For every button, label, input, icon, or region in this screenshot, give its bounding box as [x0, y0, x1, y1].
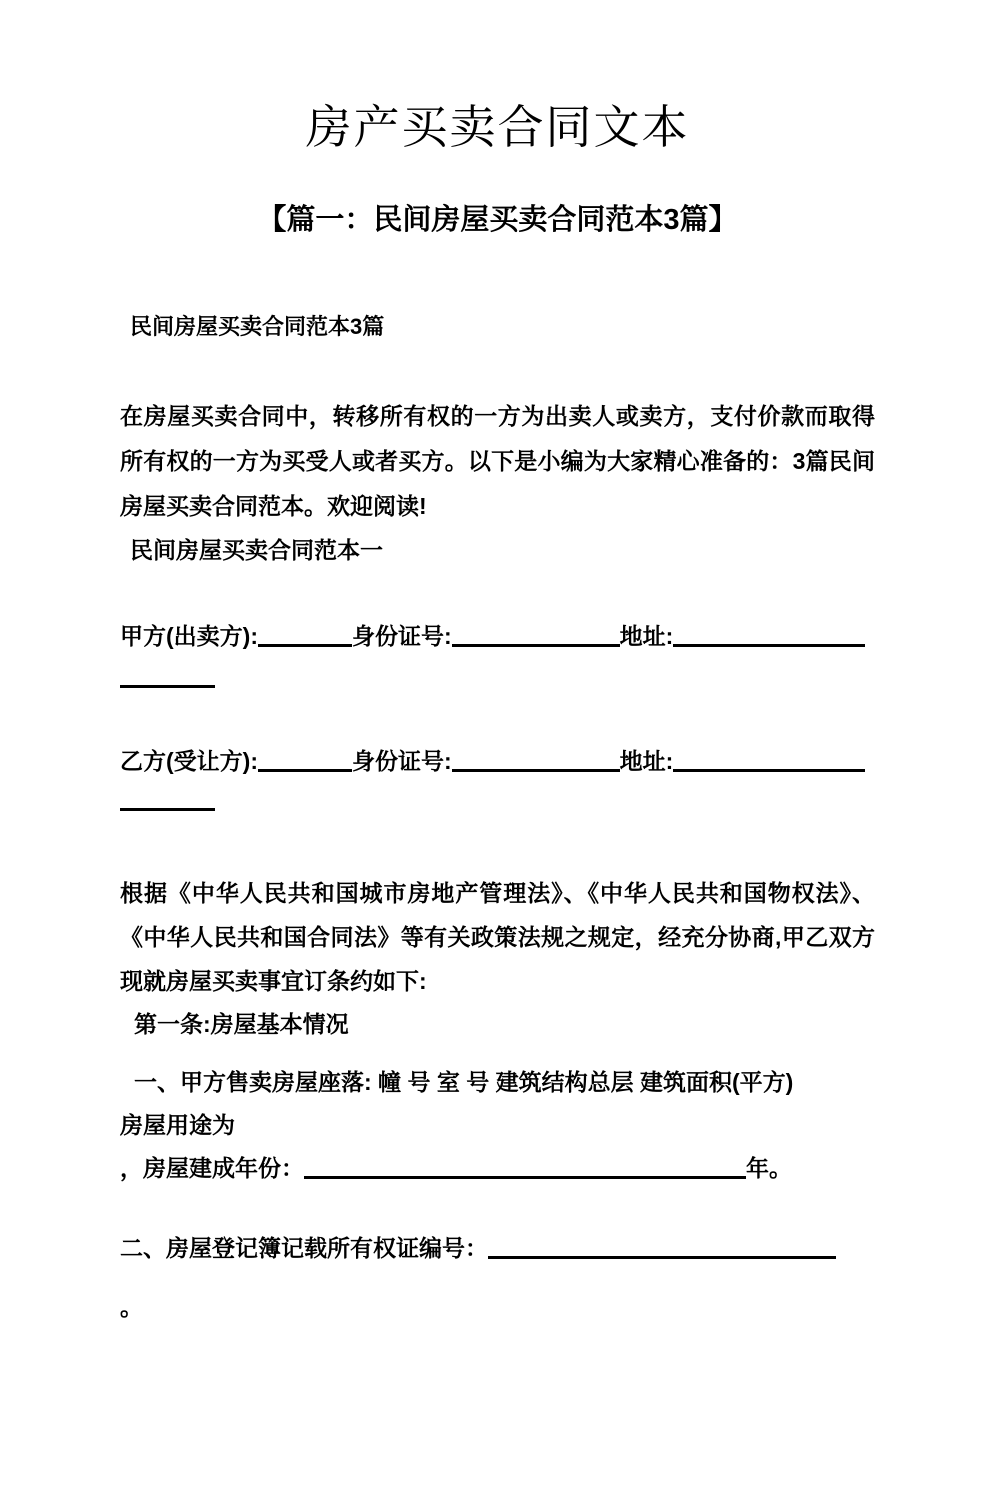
legal-basis-paragraph: 根据《中华人民共和国城市房地产管理法》、《中华人民共和国物权法》、《中华人民共和国合同法》等有关政策法规之规定，经充分协商,甲乙双方现就房屋买卖事宜订条约如下:: [120, 880, 875, 994]
clause-2-trailing-period: 。: [120, 1294, 143, 1320]
party-a-name-blank: [258, 622, 352, 647]
party-a-address-blank: [673, 622, 865, 647]
contract-document-page: [0, 98, 993, 1502]
party-a-address-blank-continuation: [120, 685, 215, 688]
party-b-id-label: 身份证号:: [351, 748, 452, 774]
intro-paragraph: 在房屋买卖合同中，转移所有权的一方为出卖人或卖方，支付价款而取得所有权的一方为买受人或者买方。以下是小编为大家精心准备的：3篇民间房屋买卖合同范本。欢迎阅读!: [120, 403, 875, 519]
article-1-heading: 第一条:房屋基本情况: [134, 1011, 349, 1037]
heading-sample-list: 民间房屋买卖合同范本3篇: [130, 314, 385, 339]
heading-sample-one: 民间房屋买卖合同范本一: [130, 537, 383, 563]
built-year-prefix: ，房屋建成年份：: [120, 1155, 304, 1181]
party-b-label: 乙方(受让方):: [120, 748, 258, 774]
section-subtitle: 【篇一：民间房屋买卖合同范本3篇】: [257, 204, 738, 236]
party-a-label: 甲方(出卖方):: [120, 623, 258, 649]
party-b-address-label: 地址:: [619, 748, 674, 774]
clause-1-usage-line: 房屋用途为: [120, 1112, 235, 1138]
document-title: 房产买卖合同文本: [305, 102, 690, 153]
cert-number-blank: [488, 1234, 836, 1259]
party-a-id-blank: [452, 622, 620, 647]
clause-2-cert-number-line: [120, 1226, 875, 1270]
clause-2-prefix: 二、房屋登记簿记载所有权证编号：: [120, 1235, 488, 1261]
built-year-blank: [304, 1154, 746, 1179]
party-a-address-label: 地址:: [619, 623, 674, 649]
built-year-suffix: 年。: [746, 1155, 792, 1181]
party-a-id-label: 身份证号:: [351, 623, 452, 649]
party-a-line: [120, 619, 875, 653]
party-b-name-blank: [258, 747, 352, 772]
clause-1-built-year-line: [120, 1147, 875, 1190]
party-b-address-blank-continuation: [120, 808, 215, 811]
party-b-id-blank: [452, 747, 620, 772]
party-b-line: [120, 744, 875, 778]
clause-1-location-line: 一、甲方售卖房屋座落: 幢 号 室 号 建筑结构总层 建筑面积(平方): [134, 1069, 794, 1095]
party-b-address-blank: [673, 747, 865, 772]
